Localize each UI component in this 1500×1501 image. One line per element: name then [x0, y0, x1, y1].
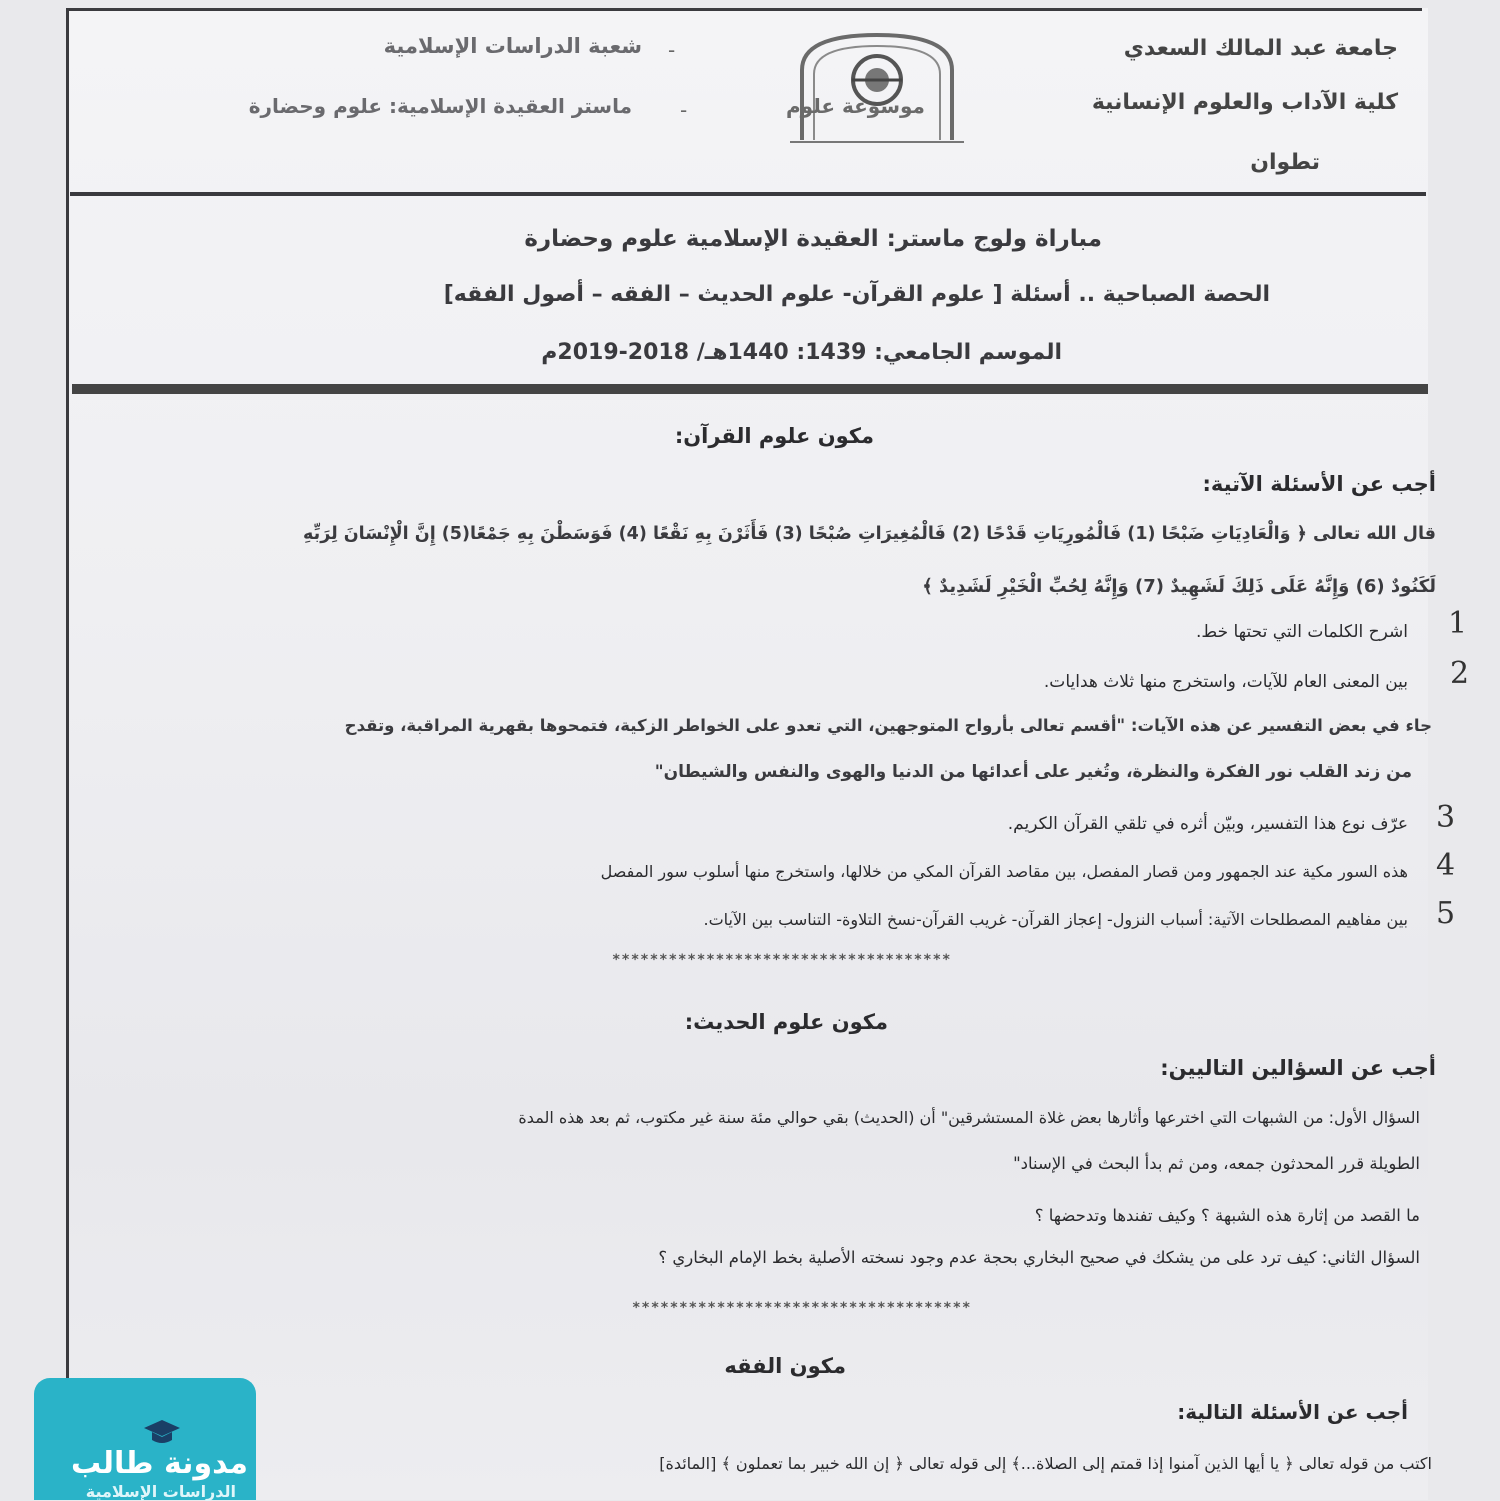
fiqh-heading: مكون الفقه	[724, 1354, 846, 1378]
margin-mark-5: 5	[1436, 896, 1456, 931]
dash-2: -	[680, 98, 688, 122]
logo-caption: موسوعة علوم	[786, 94, 925, 118]
verse-line-2: لَكَنُودٌ (6) وَإِنَّهُ عَلَى ذَلِكَ لَشَهِيدٌ (7) وَإِنَّهُ لِحُبِّ الْخَيْرِ لَشَدِيدٌ ﴾	[922, 576, 1436, 597]
faculty-name: كلية الآداب والعلوم الإنسانية	[1091, 90, 1398, 115]
watermark-title: مدونة طالب	[71, 1446, 248, 1481]
hadith-heading: مكون علوم الحديث:	[684, 1010, 888, 1034]
fiqh-instruction: أجب عن الأسئلة التالية:	[1177, 1400, 1408, 1424]
margin-mark-3: 3	[1436, 800, 1456, 835]
margin-mark-1: 1	[1448, 606, 1468, 641]
quran-question-3: عرّف نوع هذا التفسير، وبيّن أثره في تلقي القرآن الكريم.	[1007, 814, 1408, 834]
hadith-question-2: السؤال الثاني: كيف ترد على من يشكك في صحيح البخاري بحجة عدم وجود نسخته الأصلية بخط الإمام البخاري ؟	[658, 1248, 1420, 1267]
frame-left-line	[66, 8, 69, 1500]
quran-question-4: هذه السور مكية عند الجمهور ومن قصار المفصل، بين مقاصد القرآن المكي من خلالها، واستخرج منها أسلوب سور المفصل	[600, 862, 1408, 881]
margin-mark-2: 2	[1450, 656, 1470, 691]
hadith-separator: ************************************	[632, 1300, 972, 1316]
quran-question-5: بين مفاهيم المصطلحات الآتية: أسباب النزول- إعجاز القرآن- غريب القرآن-نسخ التلاوة- التناسب بين الآيات.	[703, 910, 1408, 929]
quran-question-2: بين المعنى العام للآيات، واستخرج منها ثلاث هدايات.	[1043, 672, 1408, 692]
university-name: جامعة عبد المالك السعدي	[1123, 36, 1398, 61]
hadith-question-1-line-2: الطويلة قرر المحدثون جمعه، ومن ثم بدأ البحث في الإسناد"	[1013, 1154, 1420, 1173]
verse-line-1: قال الله تعالى ﴿ وَالْعَادِيَاتِ ضَبْحًا (1) فَالْمُورِيَاتِ قَدْحًا (2) فَالْمُغِيرَاتِ صُبْحًا (3) فَأَثَرْنَ بِهِ نَقْعًا (4) فَوَسَطْنَ بِهِ جَمْعًا(5) إِنَّ الْإِنْسَانَ لِرَبِّهِ	[303, 524, 1436, 544]
quran-instruction: أجب عن الأسئلة الآتية:	[1202, 472, 1436, 496]
tafsir-quote-line-2: من زند القلب نور الفكرة والنظرة، وتُغير على أعدائها من الدنيا والهوى والنفس والشيطان"	[654, 762, 1412, 782]
blog-watermark	[34, 1378, 256, 1500]
tafsir-quote-line-1: جاء في بعض التفسير عن هذه الآيات: "أقسم تعالى بأرواح المتوجهين، التي تعدو على الخواطر الزكية، فتمحوها بقهرية المراقبة، وتقدح	[344, 716, 1432, 735]
margin-mark-4: 4	[1436, 848, 1456, 883]
exam-session: الحصة الصباحية .. أسئلة [ علوم القرآن- علوم الحديث – الفقه – أصول الفقه]	[443, 282, 1270, 307]
hadith-instruction: أجب عن السؤالين التاليين:	[1160, 1056, 1436, 1080]
department-name: شعبة الدراسات الإسلامية	[383, 34, 642, 58]
dash-1: -	[668, 38, 676, 62]
header-divider	[70, 192, 1426, 196]
hadith-question-1-line-3: ما القصد من إثارة هذه الشبهة ؟ وكيف تفندها وتدحضها ؟	[1034, 1206, 1420, 1225]
quran-heading: مكون علوم القرآن:	[674, 424, 874, 448]
fiqh-question-1: اكتب من قوله تعالى ﴿ يا أيها الذين آمنوا إذا قمتم إلى الصلاة...﴾ إلى قوله تعالى ﴿ إن الله خبير بما تعملون ﴾ [المائدة]	[659, 1454, 1432, 1473]
quran-separator: ************************************	[612, 952, 952, 968]
academic-year: الموسم الجامعي: 1439: 1440هـ/ 2018-2019م	[541, 340, 1062, 365]
hadith-question-1-line-1: السؤال الأول: من الشبهات التي اخترعها وأثارها بعض غلاة المستشرقين" أن (الحديث) بقي حوالي مئة سنة غير مكتوب، ثم بعد هذه المدة	[518, 1108, 1420, 1127]
frame-top-line	[66, 8, 1422, 11]
city-name: تطوان	[1250, 150, 1320, 175]
master-program: ماستر العقيدة الإسلامية: علوم وحضارة	[248, 94, 632, 118]
quran-question-1: اشرح الكلمات التي تحتها خط.	[1196, 622, 1408, 642]
watermark-subtitle: الدراسات الإسلامية	[85, 1482, 236, 1501]
university-logo	[782, 30, 972, 150]
exam-title: مباراة ولوج ماستر: العقيدة الإسلامية علوم وحضارة	[524, 226, 1102, 252]
graduation-cap-icon	[142, 1418, 182, 1448]
title-divider	[72, 384, 1428, 394]
